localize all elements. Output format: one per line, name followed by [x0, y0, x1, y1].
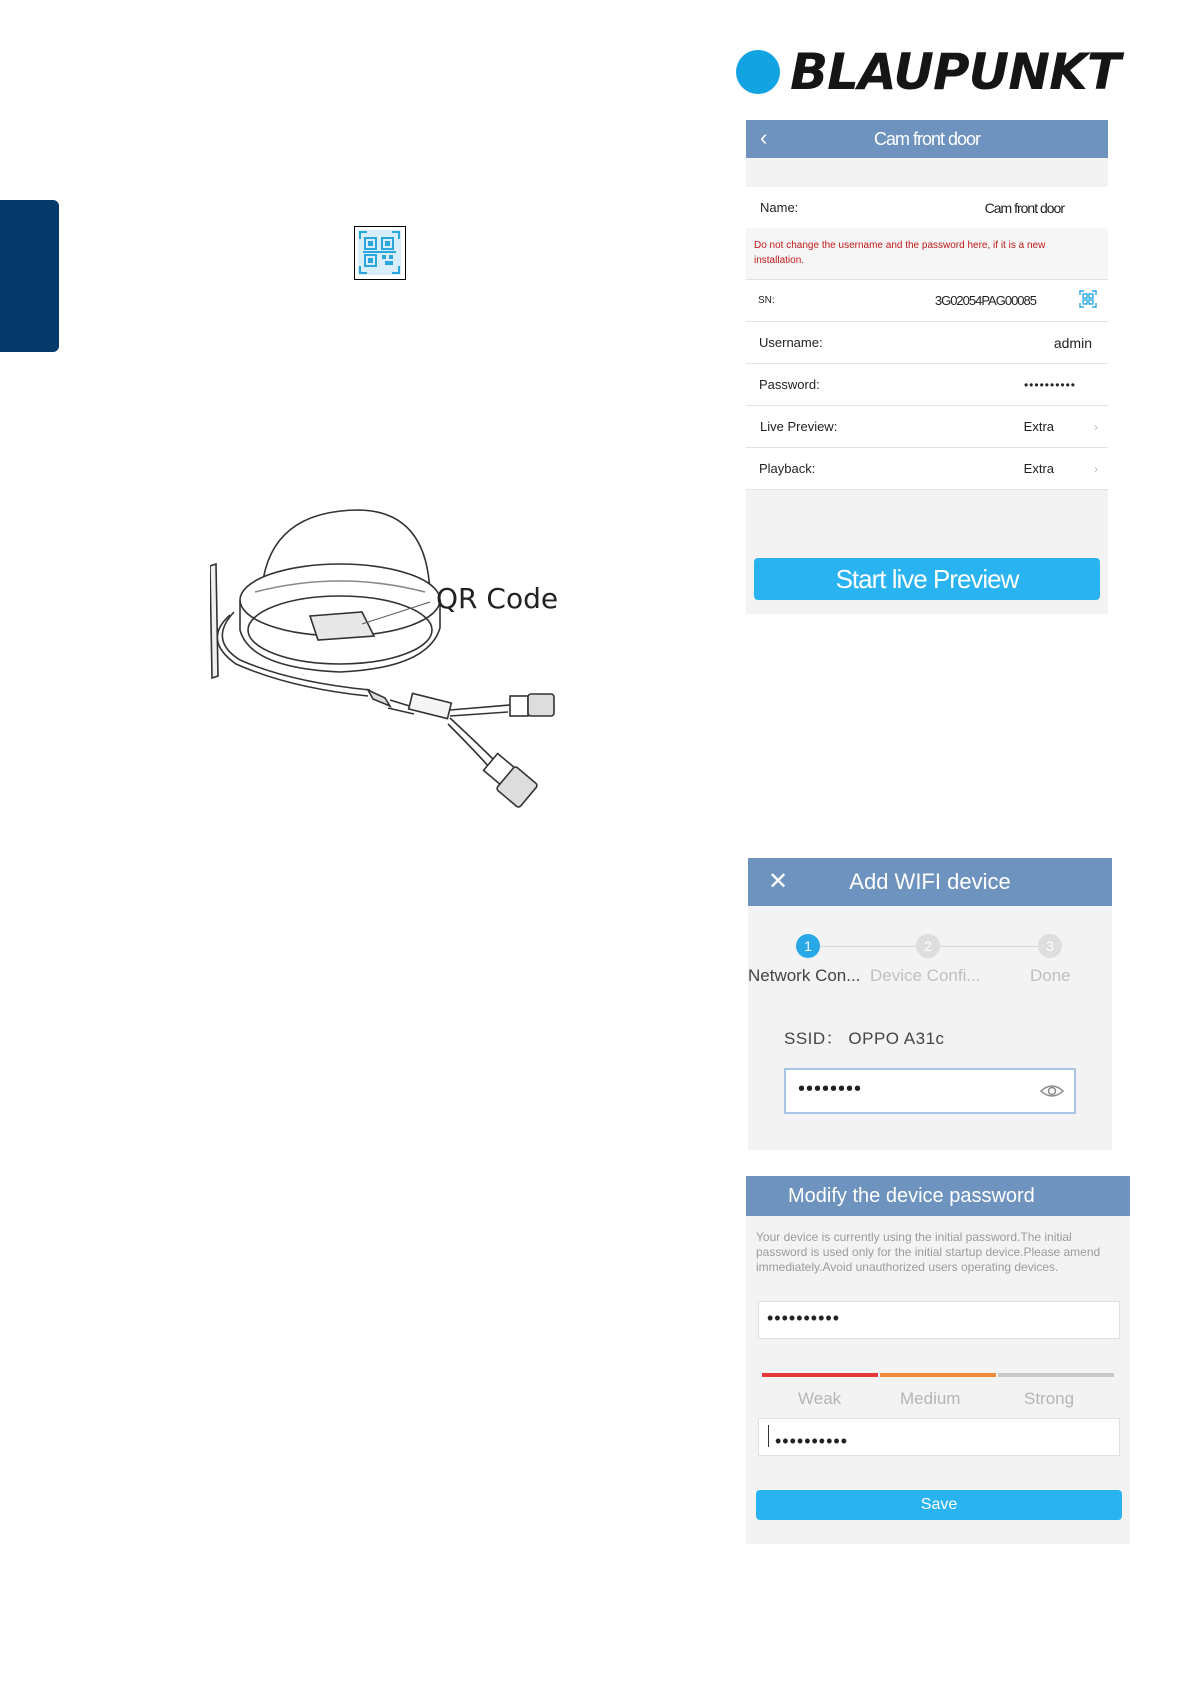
- modify-password-screen: [746, 1176, 1130, 1544]
- ssid-label: SSID： OPPO A31c: [784, 1029, 945, 1048]
- save-button[interactable]: Save: [756, 1490, 1122, 1520]
- chevron-right-icon: ›: [1094, 462, 1098, 476]
- camera-illustration: [210, 500, 590, 820]
- qr-scan-icon: [354, 226, 406, 280]
- step-connector: [940, 946, 1038, 947]
- strength-bar-medium: [880, 1373, 996, 1377]
- qr-code-label: QR Code: [436, 582, 559, 615]
- step-connector: [818, 946, 916, 947]
- new-password-input[interactable]: [758, 1301, 1120, 1339]
- password-value: ••••••••••: [1023, 378, 1076, 392]
- screen-title: Add WIFI device: [748, 858, 1112, 906]
- step-1-label: Network Con...: [748, 966, 861, 985]
- step-3-indicator: 3: [1038, 934, 1062, 958]
- sn-value: 3G02054PAG00085: [934, 293, 1036, 308]
- confirm-password-input[interactable]: [758, 1418, 1120, 1456]
- wifi-password-input[interactable]: [784, 1068, 1076, 1114]
- strength-label-strong: Strong: [1024, 1389, 1075, 1408]
- confirm-password-value: ••••••••••: [775, 1431, 849, 1451]
- eye-icon[interactable]: [1040, 1082, 1064, 1100]
- step-1-indicator: 1: [796, 934, 820, 958]
- brand-dot: [736, 50, 780, 94]
- screen-title: Modify the device password: [746, 1176, 1130, 1216]
- sn-row: [746, 280, 1108, 322]
- playback-row[interactable]: [746, 448, 1108, 490]
- step-2-indicator: 2: [916, 934, 940, 958]
- username-value: admin: [1053, 335, 1092, 351]
- new-password-value: ••••••••••: [767, 1308, 841, 1328]
- text-caret: [768, 1425, 769, 1447]
- name-label: Name:: [760, 200, 799, 215]
- sn-label: SN:: [758, 295, 775, 306]
- side-tab: [0, 200, 59, 352]
- wifi-password-value: ••••••••: [798, 1078, 863, 1100]
- step-3-label: Done: [1030, 966, 1071, 985]
- name-value: Cam front door: [984, 200, 1064, 216]
- close-icon[interactable]: ✕: [768, 868, 789, 895]
- strength-bar-strong: [998, 1373, 1114, 1377]
- start-live-preview-button[interactable]: Start live Preview: [754, 558, 1100, 600]
- strength-bar-weak: [762, 1373, 878, 1377]
- password-label: Password:: [759, 377, 820, 392]
- strength-label-weak: Weak: [798, 1389, 842, 1408]
- name-row[interactable]: [746, 187, 1108, 229]
- add-wifi-screen: [748, 858, 1112, 1150]
- warning-text: Do not change the username and the password here, if it is a new installation.: [746, 228, 1108, 280]
- playback-value: Extra: [1023, 461, 1054, 476]
- username-label: Username:: [759, 335, 823, 350]
- qr-scan-icon[interactable]: [1079, 290, 1097, 308]
- brand-logo: BLAUPUNKT: [790, 43, 1120, 101]
- chevron-right-icon: ›: [1094, 420, 1098, 434]
- live-preview-value: Extra: [1023, 419, 1054, 434]
- password-row[interactable]: [746, 364, 1108, 406]
- username-row[interactable]: [746, 322, 1108, 364]
- strength-label-medium: Medium: [900, 1389, 961, 1408]
- step-2-label: Device Confi...: [870, 966, 981, 985]
- live-preview-label: Live Preview:: [760, 419, 838, 434]
- live-preview-row[interactable]: [746, 406, 1108, 448]
- password-notice: Your device is currently using the initial password.The initial password is used only for the initial startup device.Please amend immediately.Avoid unauthorized users operating devices.: [756, 1230, 1101, 1274]
- camera-settings-screen: [746, 120, 1108, 614]
- screen-title: Cam front door: [746, 120, 1108, 158]
- back-arrow-icon[interactable]: ‹: [760, 125, 768, 150]
- playback-label: Playback:: [759, 461, 816, 476]
